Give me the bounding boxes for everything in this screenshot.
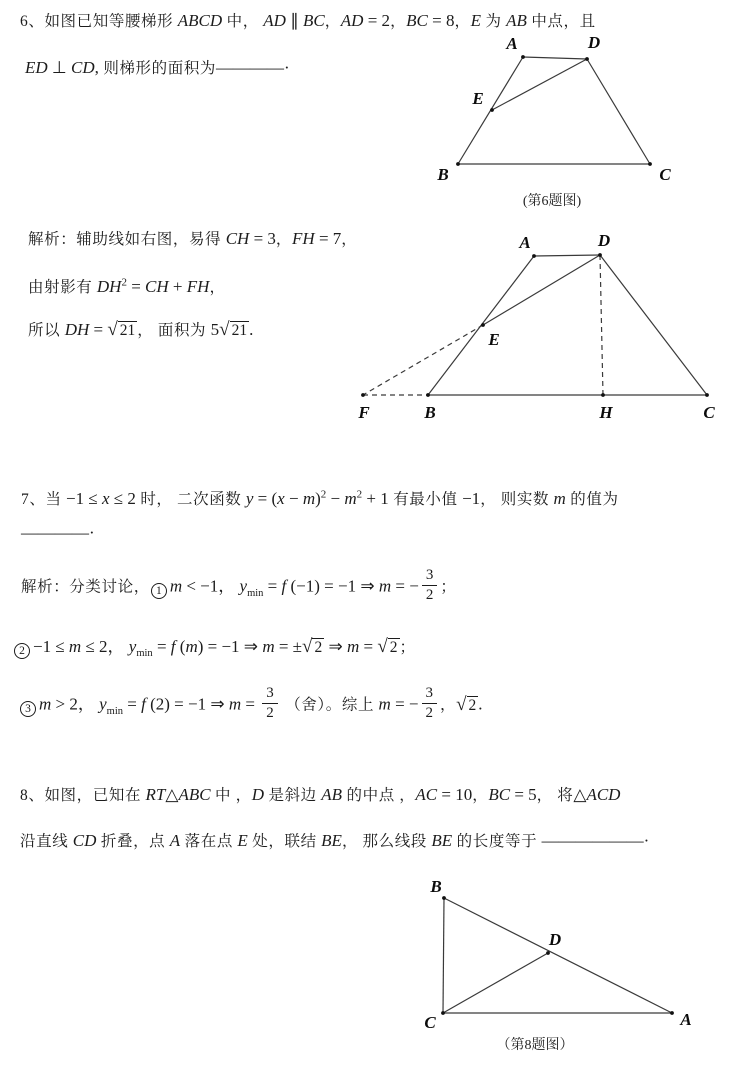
text-segment: m bbox=[378, 576, 392, 596]
vertex-label: D bbox=[597, 232, 611, 250]
text-segment: CD bbox=[70, 58, 95, 77]
text-segment: AC bbox=[415, 785, 438, 804]
text-segment: f bbox=[281, 576, 287, 596]
text-segment: 2 bbox=[121, 276, 127, 289]
text-segment: ， bbox=[275, 231, 293, 248]
figure-edge bbox=[600, 255, 707, 395]
text-segment: = − bbox=[391, 576, 419, 596]
text-segment: = − bbox=[390, 694, 419, 714]
vertex-label: B bbox=[437, 165, 449, 184]
text-segment: AB bbox=[506, 11, 527, 30]
text-segment: 沿直线 bbox=[20, 833, 73, 850]
text-segment: 所以 bbox=[28, 322, 65, 339]
text-segment: 2 bbox=[14, 643, 30, 659]
vertex-dot bbox=[456, 162, 460, 166]
text-segment: = 3 bbox=[249, 229, 276, 248]
text-segment: , bbox=[94, 58, 99, 77]
figure-problem6 bbox=[425, 28, 705, 213]
fraction: $\frac{3}{2}$ bbox=[262, 685, 278, 721]
text-segment: . bbox=[249, 320, 254, 339]
vertex-label: E bbox=[488, 330, 500, 349]
text-segment: · bbox=[284, 58, 290, 77]
text-segment: 解析：辅助线如右图，易得 bbox=[28, 231, 226, 248]
text-segment: 2 bbox=[320, 488, 327, 501]
text-segment: E bbox=[470, 11, 481, 30]
text-segment: 中， bbox=[222, 13, 264, 30]
text-segment: min bbox=[247, 587, 264, 599]
text-segment: DH bbox=[64, 320, 90, 339]
vertex-label: E bbox=[472, 89, 484, 108]
fraction: $\frac{3}{2}$ bbox=[422, 685, 438, 721]
vertex-dot bbox=[648, 162, 652, 166]
text-segment: · bbox=[89, 523, 95, 542]
text-segment: 时， 二次函数 bbox=[135, 491, 246, 508]
text-segment: = bbox=[89, 320, 108, 339]
vertex-dot bbox=[441, 1011, 445, 1015]
radical: √ 2 bbox=[456, 693, 477, 715]
vertex-dot bbox=[598, 253, 602, 257]
vertex-label: C bbox=[424, 1013, 436, 1032]
text-segment: 有最小值 bbox=[388, 491, 463, 508]
vertex-dot bbox=[426, 393, 430, 397]
vertex-dot bbox=[585, 57, 589, 61]
text-segment: m bbox=[169, 576, 183, 596]
text-segment: −1 bbox=[462, 489, 481, 508]
text-segment: = 10 bbox=[437, 785, 473, 804]
problem7-answer-blank bbox=[21, 521, 95, 546]
text-segment: CH bbox=[225, 229, 250, 248]
text-segment: ∥ bbox=[285, 11, 303, 30]
text-segment: m bbox=[68, 637, 82, 656]
text-segment: = 5 bbox=[510, 785, 537, 804]
text-segment: ) bbox=[315, 489, 321, 508]
text-segment: = bbox=[359, 637, 378, 656]
vertex-dot bbox=[532, 254, 536, 258]
figure-edge bbox=[483, 255, 600, 325]
text-segment: ) = −1 ⇒ bbox=[197, 637, 263, 656]
text-segment: m bbox=[185, 637, 198, 656]
vertex-label: A bbox=[506, 34, 518, 53]
text-segment: AD bbox=[263, 11, 286, 30]
vertex-dot bbox=[546, 951, 550, 955]
text-segment: ( bbox=[175, 637, 186, 656]
radical: √ 21 bbox=[107, 319, 136, 340]
text-segment: ———— bbox=[21, 523, 89, 542]
figure-edge bbox=[523, 57, 587, 59]
figure-problem8 bbox=[420, 875, 720, 1060]
solution7-case1-line bbox=[21, 567, 457, 606]
text-segment: D bbox=[251, 785, 264, 804]
text-segment: m bbox=[346, 637, 360, 656]
figure-edge bbox=[534, 255, 600, 256]
text-segment: (−1) = −1 ⇒ bbox=[286, 576, 379, 596]
text-segment: + bbox=[168, 277, 187, 296]
vertex-label: C bbox=[659, 165, 671, 184]
text-segment: · bbox=[643, 831, 650, 850]
text-segment: y bbox=[245, 489, 254, 508]
text-segment: 7、当 bbox=[21, 491, 67, 508]
vertex-label: H bbox=[599, 403, 613, 422]
figure-edge bbox=[444, 898, 672, 1013]
vertex-label: A bbox=[680, 1010, 692, 1029]
text-segment: RT bbox=[145, 785, 166, 804]
text-segment: ， bbox=[472, 787, 489, 804]
text-segment: △ bbox=[165, 785, 179, 804]
text-segment: x bbox=[277, 489, 285, 508]
text-segment: ， bbox=[454, 13, 471, 30]
text-segment: ABCD bbox=[177, 11, 223, 30]
text-segment: CH bbox=[145, 277, 169, 296]
vertex-label: B bbox=[430, 877, 442, 896]
vertex-dot bbox=[601, 393, 605, 397]
text-segment: ED bbox=[25, 58, 48, 77]
text-segment: （舍）。综上 bbox=[280, 696, 379, 714]
text-segment: y bbox=[99, 694, 107, 714]
vertex-label: C bbox=[703, 403, 715, 422]
text-segment: ACD bbox=[586, 785, 621, 804]
text-segment: FH bbox=[292, 229, 315, 248]
problem7-statement-line1 bbox=[21, 487, 619, 512]
text-segment: ≤ 2， bbox=[81, 637, 129, 656]
text-segment: BC bbox=[302, 11, 325, 30]
radical: √ 2 bbox=[377, 636, 398, 657]
text-segment: AB bbox=[321, 785, 343, 804]
text-segment: f bbox=[141, 694, 146, 714]
text-segment: m bbox=[553, 489, 566, 508]
solution7-case2-line bbox=[13, 635, 416, 660]
text-segment: − bbox=[284, 489, 303, 508]
text-segment: ABC bbox=[178, 785, 211, 804]
text-segment: 1 bbox=[151, 583, 167, 599]
text-segment: ⊥ bbox=[47, 58, 71, 77]
text-segment: ———— bbox=[216, 58, 285, 77]
figure-edge bbox=[600, 255, 603, 395]
radical: √ 2 bbox=[302, 636, 323, 657]
text-segment: = ( bbox=[253, 489, 278, 508]
text-segment: 的中点 ， bbox=[342, 787, 416, 804]
text-segment: AD bbox=[340, 11, 364, 30]
text-segment: E bbox=[237, 831, 248, 850]
text-segment: 处，联结 bbox=[247, 833, 322, 850]
vertex-dot bbox=[490, 108, 494, 112]
text-segment: . bbox=[478, 694, 483, 714]
text-segment: BC bbox=[406, 11, 428, 30]
text-segment: m bbox=[344, 489, 357, 508]
vertex-dot bbox=[481, 323, 485, 327]
text-segment: ， 面积为 bbox=[137, 322, 211, 339]
vertex-dot bbox=[521, 55, 525, 59]
text-segment: 由射影有 bbox=[28, 279, 97, 296]
text-segment: m bbox=[302, 489, 316, 508]
text-segment: 中 ， bbox=[210, 787, 252, 804]
text-segment: ， 那么线段 bbox=[341, 833, 432, 850]
vertex-label: A bbox=[519, 233, 531, 252]
text-segment: ， bbox=[341, 231, 358, 248]
text-segment: = ± bbox=[274, 637, 303, 656]
text-segment: 是斜边 bbox=[264, 787, 322, 804]
text-segment: ， 则实数 bbox=[480, 491, 554, 508]
vertex-dot bbox=[670, 1011, 674, 1015]
text-segment: = bbox=[123, 694, 142, 714]
text-segment: m bbox=[39, 694, 52, 714]
text-segment: 3 bbox=[20, 701, 36, 717]
text-segment: ， bbox=[324, 13, 341, 30]
figure-edge bbox=[363, 325, 483, 395]
text-segment: —————— bbox=[541, 831, 644, 850]
text-segment: − bbox=[326, 489, 345, 508]
text-segment: BC bbox=[488, 785, 511, 804]
text-segment: ； bbox=[440, 578, 457, 596]
text-segment: m bbox=[228, 694, 242, 714]
text-segment: BE bbox=[431, 831, 453, 850]
text-segment: FH bbox=[186, 277, 210, 296]
text-segment: > 2， bbox=[51, 694, 100, 714]
text-segment: 为 bbox=[481, 13, 507, 30]
solution6-line1 bbox=[28, 227, 357, 252]
text-segment: = bbox=[152, 637, 171, 656]
figure-edge bbox=[443, 898, 444, 1013]
figure-edge bbox=[443, 953, 548, 1013]
figure-solution6 bbox=[350, 232, 730, 427]
text-segment: ， 将 bbox=[536, 787, 574, 804]
text-segment: 的长度等于 bbox=[452, 833, 542, 850]
text-segment: 8、如图，已知在 bbox=[20, 787, 146, 804]
radical: √ 21 bbox=[219, 319, 248, 340]
solution7-case3-line bbox=[19, 685, 483, 724]
text-segment: min bbox=[136, 648, 153, 660]
text-segment: f bbox=[170, 637, 176, 656]
figure-caption: （第8题图） bbox=[496, 1038, 574, 1053]
text-segment: m bbox=[262, 637, 275, 656]
text-segment: 则梯形的面积为 bbox=[98, 60, 217, 77]
vertex-dot bbox=[705, 393, 709, 397]
text-segment: 2 bbox=[356, 488, 363, 501]
text-segment: 落在点 bbox=[180, 833, 238, 850]
fraction: $\frac{3}{2}$ bbox=[422, 567, 438, 603]
vertex-label: F bbox=[358, 403, 370, 422]
text-segment: m bbox=[378, 694, 391, 714]
text-segment: 折叠，点 bbox=[96, 833, 170, 850]
text-segment: CD bbox=[72, 831, 97, 850]
solution6-line3 bbox=[28, 318, 253, 343]
vertex-label: D bbox=[548, 930, 562, 949]
text-segment: BE bbox=[321, 831, 342, 850]
text-segment: 6、如图已知等腰梯形 bbox=[20, 13, 178, 30]
text-segment: 解析：分类讨论， bbox=[21, 578, 150, 596]
vertex-dot bbox=[361, 393, 365, 397]
problem8-statement-line2 bbox=[20, 829, 649, 854]
text-segment: ， bbox=[440, 696, 457, 714]
vertex-label: B bbox=[424, 403, 436, 422]
text-segment: −1 ≤ bbox=[66, 489, 102, 508]
text-segment: −1 ≤ bbox=[33, 637, 69, 656]
vertex-label: D bbox=[587, 33, 601, 52]
text-segment: A bbox=[169, 831, 181, 850]
vertex-dot bbox=[442, 896, 446, 900]
text-segment: 中点，且 bbox=[526, 13, 596, 30]
solution6-line2 bbox=[28, 275, 226, 300]
text-segment: = 8 bbox=[427, 11, 455, 30]
text-segment: ； bbox=[399, 639, 416, 656]
text-segment: x bbox=[101, 489, 110, 508]
text-segment: = bbox=[126, 277, 146, 296]
text-segment: 的值为 bbox=[565, 491, 619, 508]
text-segment: = 2 bbox=[363, 11, 391, 30]
text-segment: = bbox=[263, 576, 282, 596]
text-segment: min bbox=[106, 705, 124, 717]
text-segment: = 7 bbox=[314, 229, 342, 248]
text-segment: < −1， bbox=[182, 576, 240, 596]
text-segment: ， bbox=[209, 279, 226, 296]
figure-caption: (第6题图) bbox=[522, 194, 582, 209]
text-segment: △ bbox=[573, 785, 587, 804]
problem8-statement-line1 bbox=[20, 783, 620, 808]
text-segment: DH bbox=[96, 277, 122, 296]
text-segment: ， bbox=[390, 13, 407, 30]
text-segment: ⇒ bbox=[324, 637, 347, 656]
text-segment: y bbox=[128, 637, 137, 656]
text-segment: ≤ 2 bbox=[109, 489, 136, 508]
problem6-statement-line2 bbox=[25, 56, 290, 81]
figure-edge bbox=[587, 59, 650, 164]
text-segment: y bbox=[239, 576, 248, 596]
text-segment: + 1 bbox=[362, 489, 389, 508]
text-segment: = bbox=[241, 694, 260, 714]
text-segment: 5 bbox=[210, 320, 220, 339]
text-segment: (2) = −1 ⇒ bbox=[145, 694, 229, 714]
